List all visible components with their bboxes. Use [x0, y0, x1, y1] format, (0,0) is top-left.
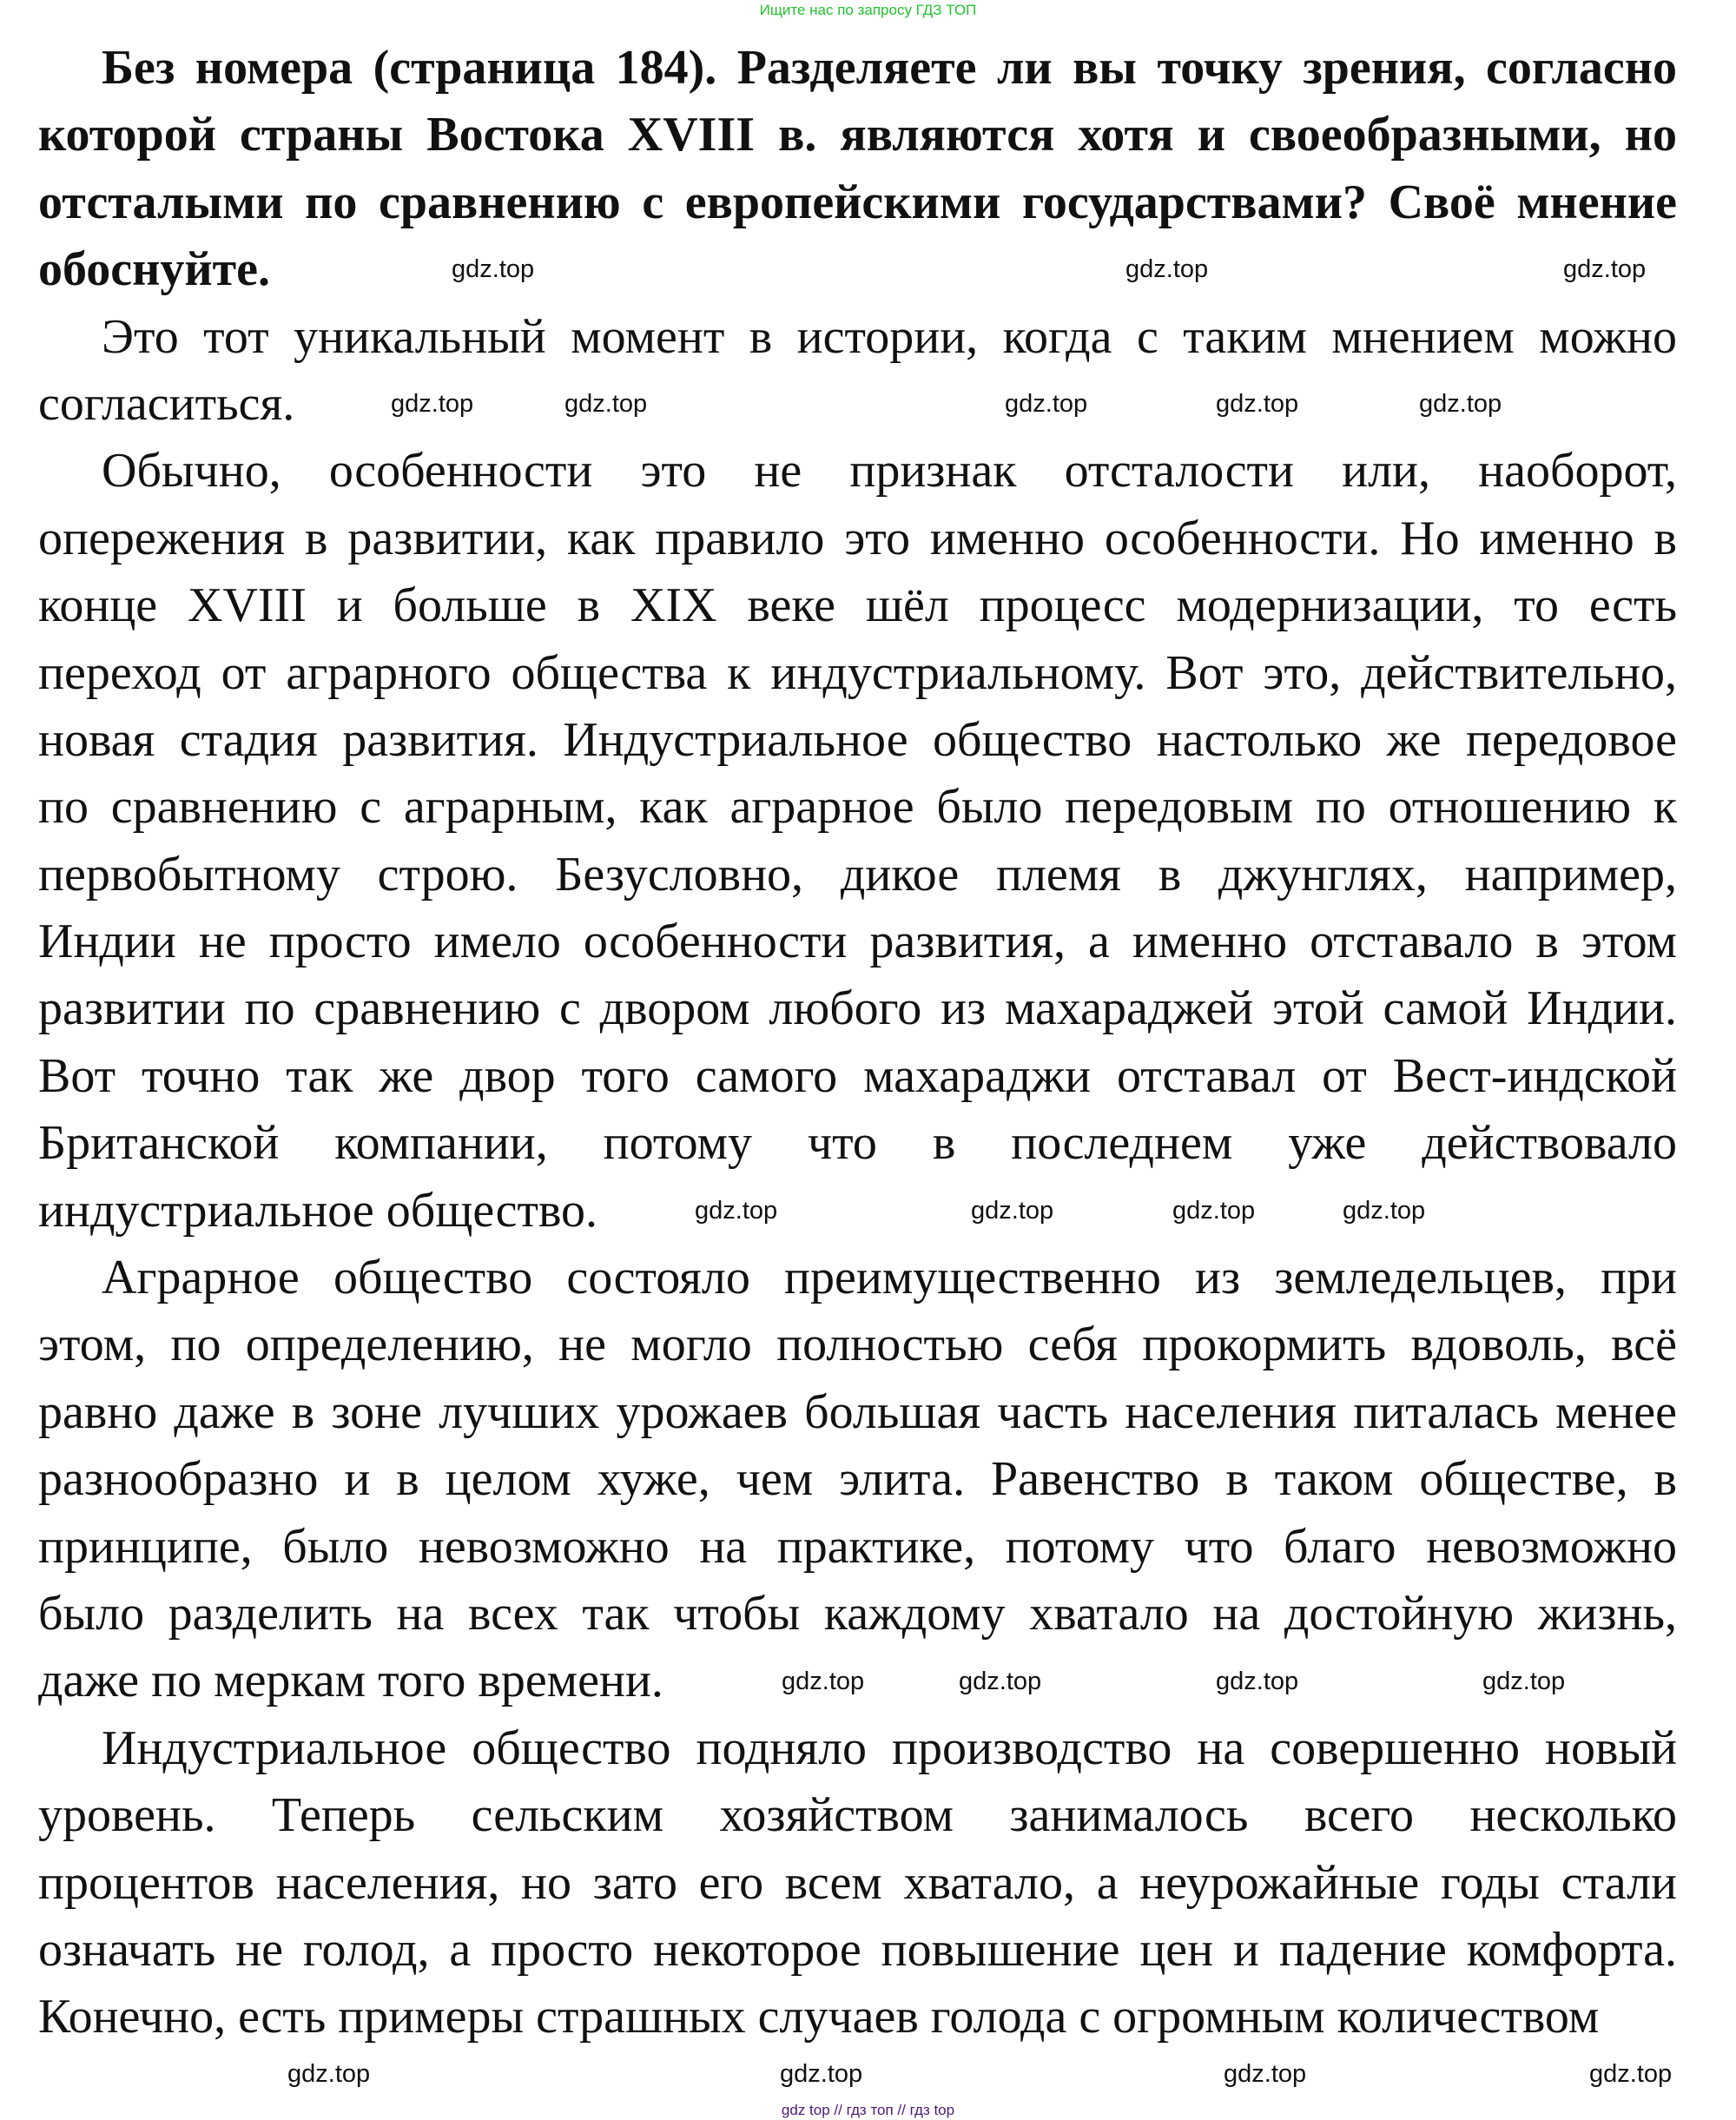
answer-text	[38, 304, 1677, 2051]
text-line: Вот точно так же двор того самого махараджи отставал от Вест-индской	[38, 1048, 1677, 1103]
title-line: обоснуйте.	[38, 242, 271, 297]
watermark: gdz.top	[452, 255, 535, 283]
text-line: новая стадия развития. Индустриальное общество настолько же передовое	[38, 712, 1677, 767]
text-line: конце XVIII и больше в XIX веке шёл процесс модернизации, то есть	[38, 578, 1677, 633]
watermark: gdz.top	[1419, 390, 1502, 418]
question-title	[38, 35, 1677, 304]
text-line: даже по меркам того времени.	[38, 1654, 663, 1708]
watermark: gdz.top	[959, 1668, 1042, 1695]
text-line: переход от аграрного общества к индустриальному. Вот это, действительно,	[38, 645, 1677, 700]
text-line: первобытному строю. Безусловно, дикое племя в джунглях, например,	[38, 847, 1677, 901]
watermark: gdz.top	[1216, 390, 1299, 418]
watermark: gdz.top	[695, 1197, 778, 1225]
text-line: разнообразно и в целом хуже, чем элита. Равенство в таком обществе, в	[38, 1452, 1677, 1507]
watermark: gdz.top	[1125, 255, 1209, 283]
paragraph	[38, 438, 1677, 1245]
text-line: по сравнению с аграрным, как аграрное было передовым по отношению к	[38, 780, 1677, 835]
watermark: gdz.top	[1482, 1668, 1566, 1695]
bottom-banner: gdz top // гдз топ // гдз top	[781, 2102, 955, 2118]
text-line: процентов населения, но зато его всем хватало, а неурожайные годы стали	[38, 1855, 1677, 1910]
watermark: gdz.top	[1216, 1668, 1299, 1695]
watermark: gdz.top	[1563, 255, 1647, 283]
title-line: отсталыми по сравнению с европейскими государствами? Своё мнение	[38, 175, 1677, 229]
text-line: Индии не просто имело особенности развития, а именно отставало в этом	[38, 915, 1677, 969]
watermark: gdz.top	[564, 390, 648, 418]
text-line: Конечно, есть примеры страшных случаев голода с огромным количеством	[38, 1990, 1600, 2044]
text-line: Это тот уникальный момент в истории, когда с таким мнением можно	[102, 309, 1677, 364]
text-line: Обычно, особенности это не признак отсталости или, наоборот,	[102, 444, 1677, 499]
text-line: этом, по определению, не могло полностью себя прокормить вдоволь, всё	[38, 1318, 1677, 1372]
document-body	[38, 35, 1677, 2051]
text-line: Индустриальное общество подняло производство на совершенно новый	[102, 1720, 1677, 1775]
text-line: согласиться.	[38, 376, 295, 431]
text-line: индустриальное общество.	[38, 1183, 597, 1238]
text-line: опережения в развитии, как правило это именно особенности. Но именно в	[38, 511, 1677, 565]
watermark: gdz.top	[1172, 1197, 1256, 1225]
title-line: Без номера (страница 184). Разделяете ли вы точку зрения, согласно	[102, 41, 1677, 95]
text-line: равно даже в зоне лучших урожаев большая часть населения питалась менее	[38, 1384, 1677, 1439]
title-line: которой страны Востока XVIII в. являются хотя и своеобразными, но	[38, 108, 1677, 162]
text-line: принципе, было невозможно на практике, потому что благо невозможно	[38, 1519, 1677, 1574]
watermark: gdz.top	[391, 390, 474, 418]
watermark: gdz.top	[782, 1668, 865, 1695]
watermark: gdz.top	[971, 1197, 1054, 1225]
watermark: gdz.top	[1224, 2060, 1307, 2088]
watermark: gdz.top	[1343, 1197, 1426, 1225]
text-line: уровень. Теперь сельским хозяйством занималось всего несколько	[38, 1788, 1677, 1843]
text-line: Аграрное общество состояло преимущественно из земледельцев, при	[102, 1251, 1677, 1305]
watermark: gdz.top	[1005, 390, 1088, 418]
watermark: gdz.top	[1589, 2060, 1673, 2088]
top-banner: Ищите нас по запросу ГДЗ ТОП	[759, 2, 977, 18]
text-line: развитии по сравнению с двором любого из махараджей этой самой Индии.	[38, 981, 1677, 1036]
text-line: Британской компании, потому что в последнем уже действовало	[38, 1116, 1677, 1171]
text-line: было разделить на всех так чтобы каждому хватало на достойную жизнь,	[38, 1586, 1677, 1641]
paragraph	[38, 1245, 1677, 1715]
text-line: означать не голод, а просто некоторое повышение цен и падение комфорта.	[38, 1922, 1677, 1977]
watermark: gdz.top	[287, 2060, 371, 2088]
paragraph	[38, 1715, 1677, 2051]
watermark: gdz.top	[780, 2060, 863, 2088]
